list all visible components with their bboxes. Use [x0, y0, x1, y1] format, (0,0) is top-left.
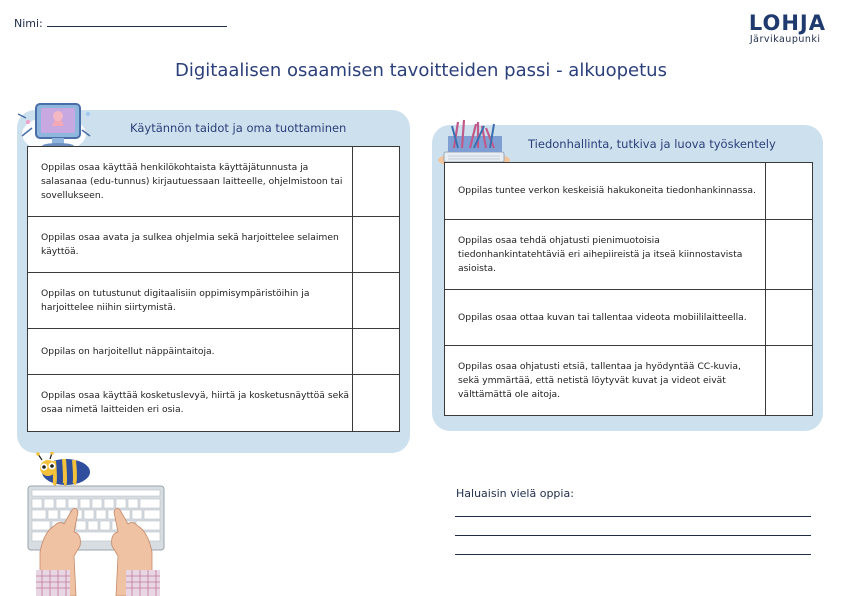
goal-text: Oppilas osaa tehdä ohjatusti pienimuotoisia tiedonhankintatehtäviä eri aihepiireistä ja itseä kiinnostavista asioista.	[445, 220, 766, 290]
goal-checkbox[interactable]	[353, 273, 400, 329]
page-title: Digitaalisen osaamisen tavoitteiden passi - alkuopetus	[175, 60, 667, 81]
right-panel-title: Tiedonhallinta, tutkiva ja luova työskentely	[528, 137, 776, 151]
table-row	[28, 273, 400, 329]
logo-main-text: LOHJA	[748, 11, 826, 35]
goal-checkbox[interactable]	[766, 346, 813, 416]
goal-text: Oppilas osaa ohjatusti etsiä, tallentaa ja hyödyntää CC-kuvia, sekä ymmärtää, että netistä löytyvät kuvat ja videot eivät välttämättä ole aitoja.	[445, 346, 766, 416]
name-label: Nimi:	[14, 17, 43, 30]
table-row	[445, 290, 813, 346]
goal-checkbox[interactable]	[353, 217, 400, 273]
keyboard-typing-illustration	[22, 452, 172, 596]
logo-sub-text: Järvikaupunki	[749, 34, 821, 45]
goal-text: Oppilas on tutustunut digitaalisiin oppimisympäristöihin ja harjoittelee niihin siirtymistä.	[28, 273, 353, 329]
goal-checkbox[interactable]	[766, 290, 813, 346]
left-panel-title: Käytännön taidot ja oma tuottaminen	[130, 121, 347, 135]
left-goals-table	[27, 146, 400, 432]
goal-text: Oppilas osaa ottaa kuvan tai tallentaa videota mobiililaitteella.	[445, 290, 766, 346]
goal-text: Oppilas tuntee verkon keskeisiä hakukoneita tiedonhankinnassa.	[445, 163, 766, 220]
name-line[interactable]	[47, 16, 227, 27]
table-row	[445, 220, 813, 290]
goal-checkbox[interactable]	[766, 220, 813, 290]
table-row	[445, 346, 813, 416]
goal-checkbox[interactable]	[353, 329, 400, 375]
goal-checkbox[interactable]	[353, 147, 400, 217]
wish-line[interactable]	[455, 516, 811, 517]
table-row	[445, 163, 813, 220]
goal-text: Oppilas osaa käyttää kosketuslevyä, hiirtä ja kosketusnäyttöä sekä osaa nimetä laitteiden eri osia.	[28, 375, 353, 432]
table-row	[28, 147, 400, 217]
bee-icon	[36, 452, 90, 485]
name-field	[14, 16, 227, 30]
goal-text: Oppilas osaa käyttää henkilökohtaista käyttäjätunnusta ja salasanaa (edu-tunnus) kirjautuessaan laitteelle, ohjelmistoon tai sovellukseen.	[28, 147, 353, 217]
goal-checkbox[interactable]	[353, 375, 400, 432]
lohja-logo	[749, 12, 826, 45]
table-row	[28, 329, 400, 375]
right-goals-table	[444, 162, 813, 416]
table-row	[28, 375, 400, 432]
goal-checkbox[interactable]	[766, 163, 813, 220]
wish-line[interactable]	[455, 554, 811, 555]
table-row	[28, 217, 400, 273]
wish-line[interactable]	[455, 535, 811, 536]
goal-text: Oppilas osaa avata ja sulkea ohjelmia sekä harjoittelee selaimen käyttöä.	[28, 217, 353, 273]
goal-text: Oppilas on harjoitellut näppäintaitoja.	[28, 329, 353, 375]
wish-label: Haluaisin vielä oppia:	[456, 487, 574, 500]
